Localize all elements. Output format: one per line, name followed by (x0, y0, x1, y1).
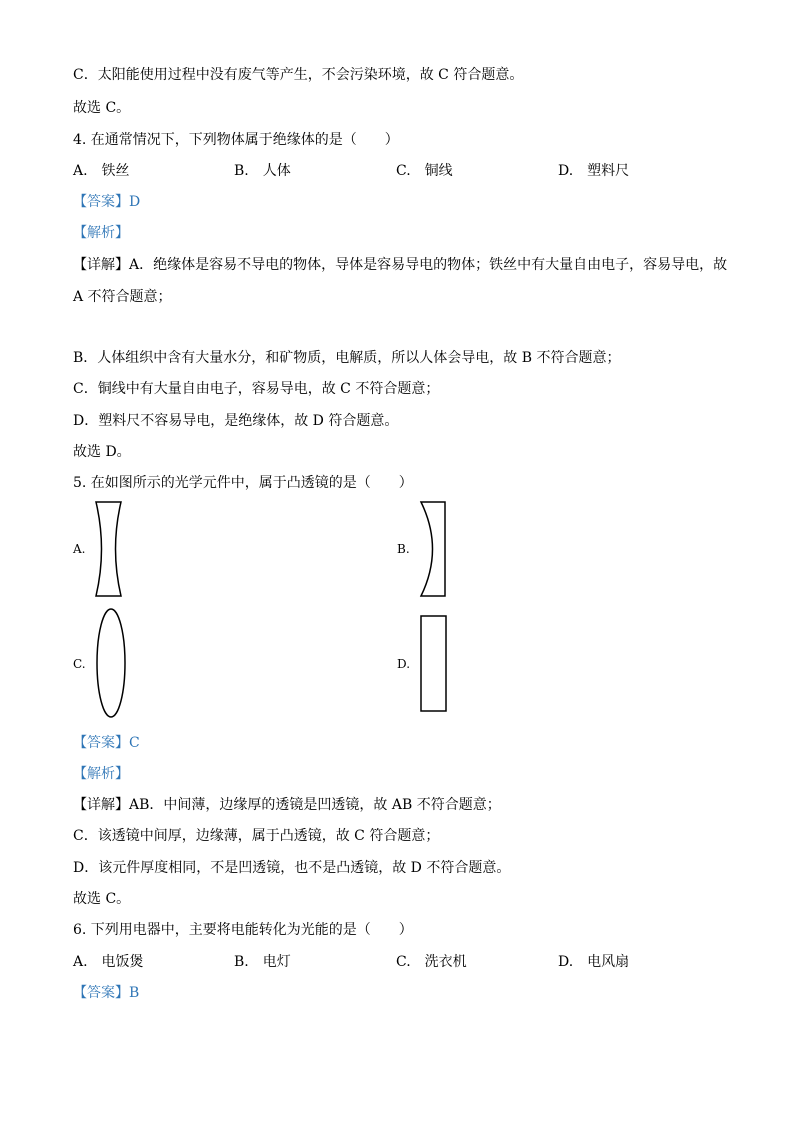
q6-option-d: D. 电风扇 (558, 954, 630, 970)
flat-glass-d-icon (419, 615, 449, 713)
q4-option-d: D. 塑料尺 (558, 163, 630, 179)
concave-lens-a-icon (94, 501, 124, 597)
q4-detail-d: D．塑料尺不容易导电，是绝缘体，故 D 符合题意。 (73, 413, 399, 429)
q4-detail-line1: 【详解】A．绝缘体是容易不导电的物体，导体是容易导电的物体；铁丝中有大量自由电子，容易导电，故 (73, 257, 728, 273)
q5-detail-d: D．该元件厚度相同，不是凹透镜，也不是凸透镜，故 D 不符合题意。 (73, 860, 511, 876)
q5-detail-ab: 【详解】AB．中间薄，边缘厚的透镜是凹透镜，故 AB 不符合题意； (73, 797, 501, 813)
q6-answer: 【答案】B (73, 985, 140, 1001)
q5-conclusion: 故选 C。 (73, 891, 131, 907)
q4-analysis-label: 【解析】 (73, 225, 129, 241)
concave-lens-b-icon (418, 501, 448, 597)
q6-option-a: A. 电饭煲 (73, 954, 144, 970)
q4-option-c: C. 铜线 (396, 163, 453, 179)
q5-analysis-label: 【解析】 (73, 766, 129, 782)
q5-detail-c: C．该透镜中间厚，边缘薄，属于凸透镜，故 C 符合题意； (73, 828, 440, 844)
convex-lens-c-icon (95, 608, 129, 720)
q5-figure-label-b: B. (397, 542, 410, 556)
q4-option-b: B. 人体 (234, 163, 291, 179)
q5-figure-label-a: A. (73, 542, 86, 556)
q4-answer: 【答案】D (73, 194, 141, 210)
q4-question: 4. 在通常情况下，下列物体属于绝缘体的是（ ） (73, 132, 399, 148)
q5-figure-label-c: C. (73, 657, 86, 671)
q3-option-c-explanation: C．太阳能使用过程中没有废气等产生，不会污染环境，故 C 符合题意。 (73, 67, 524, 83)
q4-detail-b: B．人体组织中含有大量水分，和矿物质，电解质，所以人体会导电，故 B 不符合题意； (73, 350, 621, 366)
q5-answer: 【答案】C (73, 735, 140, 751)
q4-conclusion: 故选 D。 (73, 444, 131, 460)
q3-conclusion: 故选 C。 (73, 100, 131, 116)
q4-option-a: A. 铁丝 (73, 163, 130, 179)
q5-figure-label-d: D. (397, 657, 411, 671)
q5-question: 5. 在如图所示的光学元件中，属于凸透镜的是（ ） (73, 475, 413, 491)
q6-question: 6. 下列用电器中，主要将电能转化为光能的是（ ） (73, 922, 413, 938)
q4-detail-line2: A 不符合题意； (73, 289, 172, 305)
q6-option-c: C. 洗衣机 (396, 954, 467, 970)
q4-detail-c: C．铜线中有大量自由电子，容易导电，故 C 不符合题意； (73, 381, 440, 397)
q6-option-b: B. 电灯 (234, 954, 291, 970)
